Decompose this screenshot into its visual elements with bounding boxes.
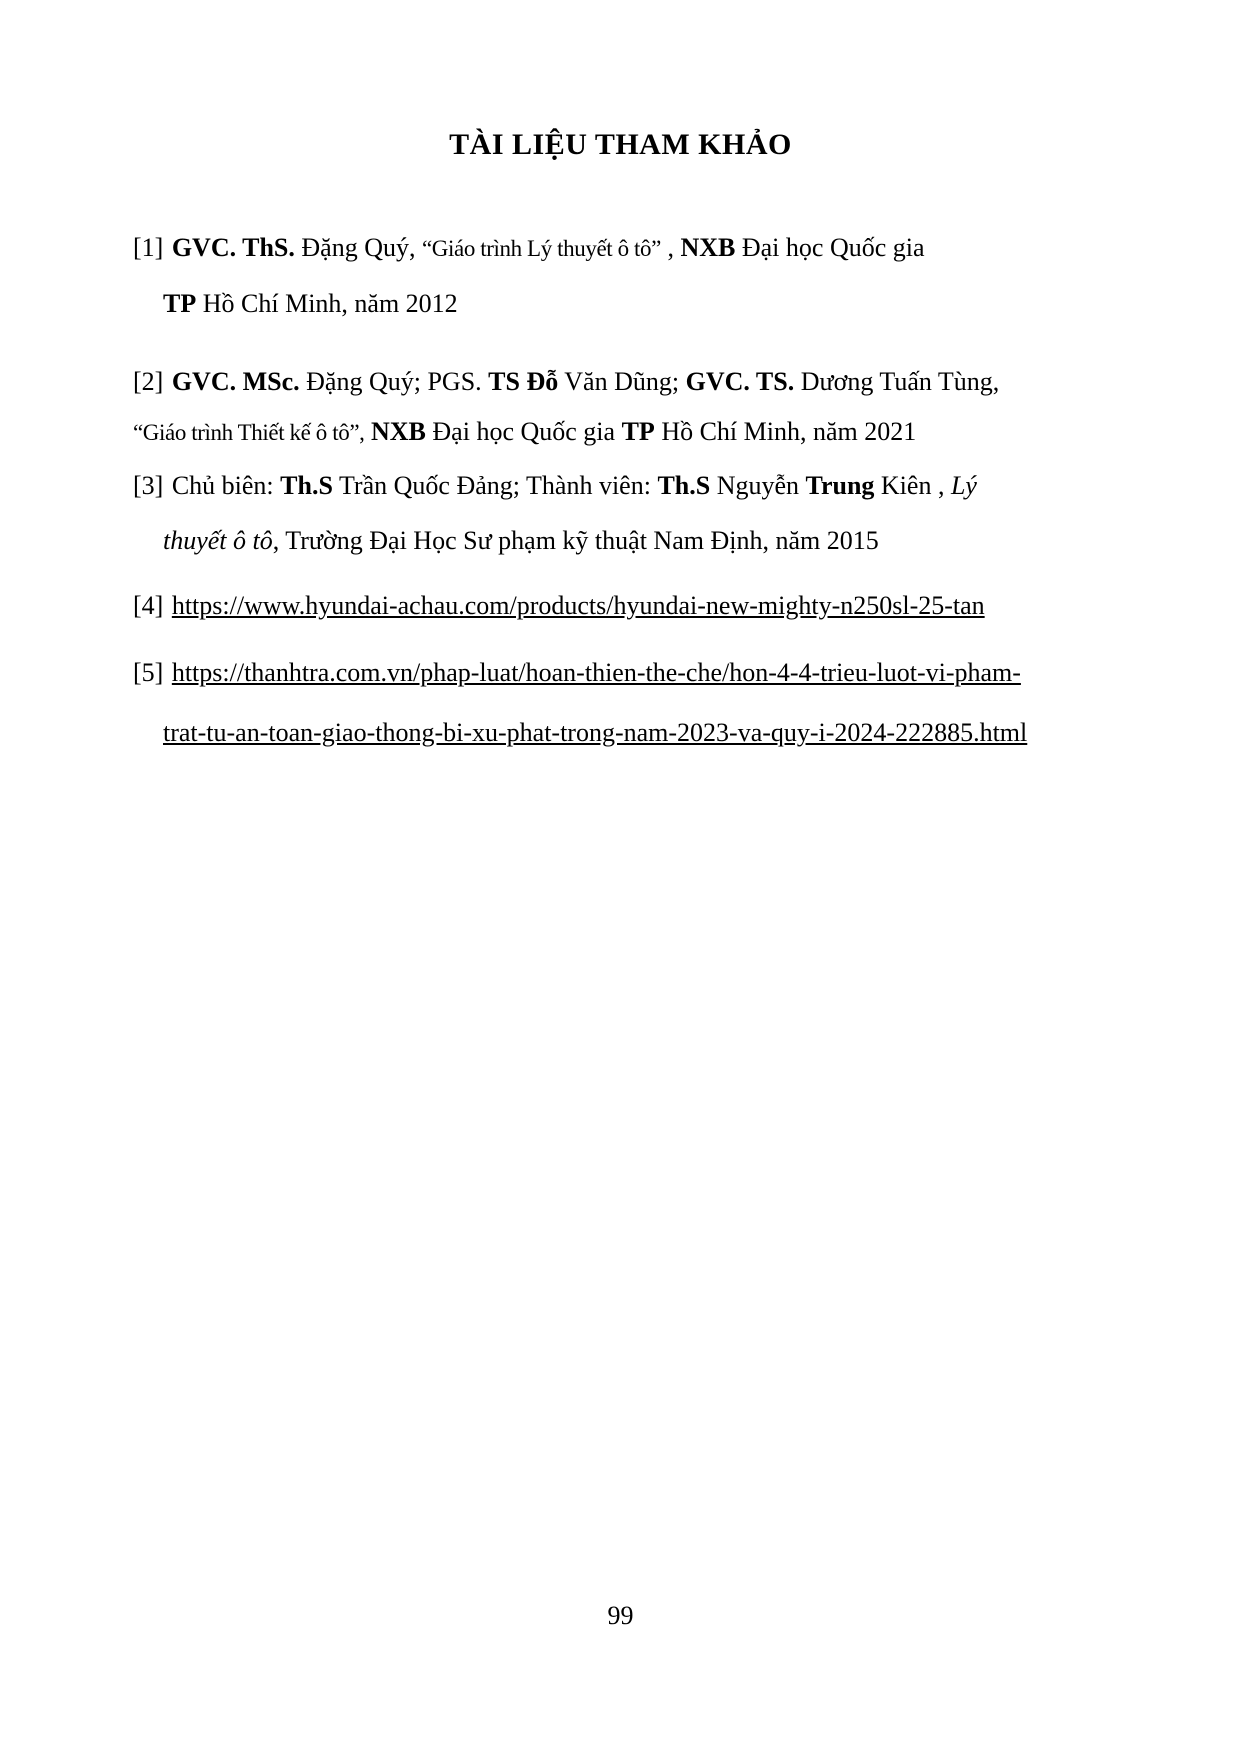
reference-2-line-1	[133, 357, 1131, 407]
reference-item-4	[133, 578, 1131, 633]
hyperlink[interactable]: trat-tu-an-toan-giao-thong-bi-xu-phat-trong-nam-2023-va-quy-i-2024-222885.html	[163, 718, 1028, 747]
author-text: Th.S	[280, 471, 333, 500]
author-text: Trung	[805, 471, 875, 500]
publisher-text: Đại học Quốc gia	[735, 233, 925, 262]
reference-label: [1]	[133, 233, 164, 262]
reference-label: [4]	[133, 591, 164, 620]
hyperlink[interactable]: https://thanhtra.com.vn/phap-luat/hoan-thien-the-che/hon-4-4-trieu-luot-vi-pham-	[171, 658, 1021, 687]
book-title: “Giáo trình Thiết kế ô tô”,	[133, 420, 365, 445]
publisher-text: TP	[621, 417, 655, 446]
author-text: Đặng Quý; PGS.	[299, 367, 489, 396]
author-text: Nguyễn	[710, 471, 806, 500]
author-text: TS Đỗ	[488, 367, 559, 396]
author-text: Dương Tuấn Tùng,	[794, 367, 1000, 396]
publisher-text: Hồ Chí Minh, năm 2012	[196, 289, 458, 318]
references-list	[0, 220, 1241, 763]
author-text: Th.S	[657, 471, 711, 500]
book-title: thuyết ô tô	[163, 526, 273, 555]
author-text: GVC. ThS.	[171, 233, 295, 262]
publisher-text: NXB	[364, 417, 426, 446]
page-number: 99	[607, 1601, 634, 1630]
book-title: “Giáo trình Lý thuyết ô tô”	[422, 236, 661, 261]
author-text: GVC. TS.	[685, 367, 795, 396]
reference-item-2	[133, 357, 1131, 458]
publisher-text: TP	[163, 289, 197, 318]
reference-label: [5]	[133, 658, 164, 687]
author-text: Kiên ,	[874, 471, 951, 500]
reference-label: [3]	[133, 471, 164, 500]
hyperlink[interactable]: https://www.hyundai-achau.com/products/hyundai-new-mighty-n250sl-25-tan	[171, 591, 985, 620]
publisher-text: Hồ Chí Minh, năm 2021	[654, 417, 917, 446]
reference-item-1	[133, 220, 1131, 331]
reference-1-line-1	[133, 220, 1131, 276]
page-title: TÀI LIỆU THAM KHẢO	[449, 128, 792, 161]
book-title: Lý	[950, 471, 977, 500]
reference-3-line-2	[133, 513, 1131, 568]
separator-text: ,	[660, 233, 681, 262]
reference-5-line-1	[133, 643, 1131, 703]
reference-item-3	[133, 458, 1131, 568]
publisher-text: NXB	[680, 233, 736, 262]
reference-1-line-2	[133, 276, 1131, 331]
reference-item-5	[133, 643, 1131, 763]
reference-label: [2]	[133, 367, 164, 396]
publisher-text: Đại học Quốc gia	[425, 417, 622, 446]
reference-5-line-2	[133, 703, 1131, 763]
reference-3-line-1	[133, 458, 1131, 513]
author-text: Chủ biên:	[171, 471, 281, 500]
author-text: GVC. MSc.	[171, 367, 300, 396]
author-text: Trần Quốc Đảng; Thành viên:	[332, 471, 658, 500]
author-text: Văn Dũng;	[558, 367, 686, 396]
author-text: Đặng Quý,	[294, 233, 422, 262]
publisher-text: , Trường Đại Học Sư phạm kỹ thuật Nam Định, năm 2015	[272, 526, 879, 555]
reference-2-line-2	[133, 407, 1131, 458]
reference-4-line-1	[133, 578, 1131, 633]
